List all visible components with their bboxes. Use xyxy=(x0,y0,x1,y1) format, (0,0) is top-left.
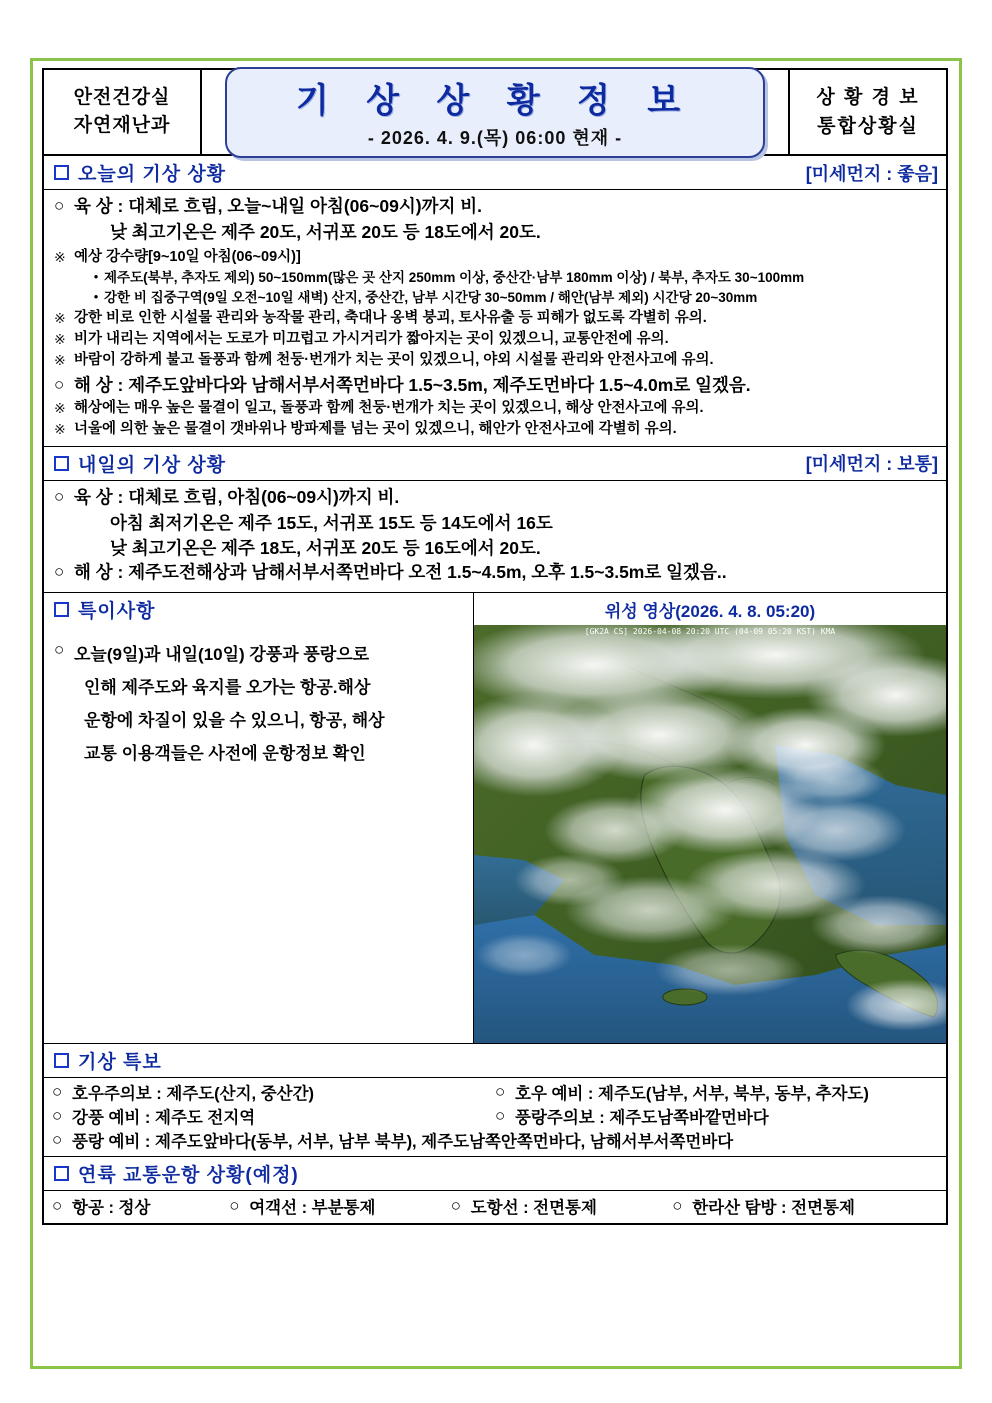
bullet-circle-icon: ○ xyxy=(52,1129,63,1149)
today-sea-note-1-row xyxy=(54,398,936,419)
bullet-circle-icon: ○ xyxy=(229,1195,240,1215)
checkbox-icon xyxy=(54,602,69,617)
alerts-row xyxy=(52,1128,938,1152)
today-rain-item-1-row xyxy=(54,268,936,288)
section-title-special: 특이사항 xyxy=(78,600,156,622)
section-body-tomorrow xyxy=(44,481,946,592)
satellite-column xyxy=(474,593,946,1043)
today-note-3: 바람이 강하게 불고 돌풍과 함께 천둥·번개가 치는 곳이 있겠으니, 야외 시설물 관리와 안전사고에 유의. xyxy=(74,351,714,368)
alerts-grid xyxy=(44,1078,946,1156)
document-header xyxy=(42,68,948,156)
title-badge xyxy=(225,67,764,158)
asterisk-icon: ※ xyxy=(54,330,66,347)
checkbox-icon xyxy=(54,1166,69,1181)
section-title-tomorrow: 내일의 기상 상황 xyxy=(78,454,227,476)
header-left-line2: 자연재난과 xyxy=(73,115,171,136)
checkbox-icon xyxy=(54,1053,69,1068)
alert-item xyxy=(52,1080,495,1104)
header-right-line2: 통합상황실 xyxy=(817,116,919,137)
special-line-1: 오늘(9일)과 내일(10일) 강풍과 풍랑으로 xyxy=(74,644,370,664)
asterisk-icon: ※ xyxy=(54,420,66,437)
today-sea-note-1: 해상에는 매우 높은 물결이 일고, 돌풍과 함께 천둥·번개가 치는 곳이 있겠으니, 해상 안전사고에 유의. xyxy=(74,399,704,416)
today-land-temp: 낮 최고기온은 제주 20도, 서귀포 20도 등 18도에서 20도. xyxy=(110,222,541,243)
tomorrow-sea-row xyxy=(54,560,936,585)
asterisk-icon: ※ xyxy=(54,351,66,368)
today-sea-row xyxy=(54,373,936,398)
section-header-special xyxy=(44,593,473,626)
bullet-circle-icon: ○ xyxy=(495,1105,506,1125)
traffic-label: 여객선 : 부분통제 xyxy=(249,1198,376,1217)
alert-item xyxy=(495,1080,938,1104)
bullet-circle-icon: ○ xyxy=(52,1195,63,1215)
checkbox-icon xyxy=(54,165,69,180)
bullet-circle-icon: ○ xyxy=(54,639,65,659)
special-line-3: 운항에 차질이 있을 수 있으니, 항공, 해상 xyxy=(84,711,385,730)
header-left-department xyxy=(44,70,202,154)
special-notes-column xyxy=(44,593,474,1043)
section-body-today xyxy=(44,190,946,446)
traffic-item xyxy=(451,1194,673,1218)
tomorrow-land-row xyxy=(54,485,936,510)
tomorrow-land-label: 육 상 : 대체로 흐림, 아침(06~09시)까지 비. xyxy=(74,486,400,507)
today-rain-item-2: 강한 비 집중구역(9일 오전~10일 새벽) 산지, 중산간, 남부 시간당 30~50mm / 해안(남부 제외) 시간당 20~30mm xyxy=(104,289,758,305)
today-note-3-row xyxy=(54,350,936,371)
page-subtitle: - 2026. 4. 9.(목) 06:00 현재 - xyxy=(367,127,623,148)
header-left-line1: 안전건강실 xyxy=(73,86,171,108)
section-title-traffic: 연륙 교통운항 상황(예정) xyxy=(78,1164,299,1186)
special-and-satellite xyxy=(44,592,946,1044)
today-rain-item-2-row xyxy=(54,288,936,308)
bullet-circle-icon: ○ xyxy=(54,374,65,394)
traffic-label: 한라산 탐방 : 전면통제 xyxy=(692,1198,855,1217)
today-land-row xyxy=(54,194,936,219)
traffic-label: 항공 : 정상 xyxy=(72,1198,151,1217)
tomorrow-land-min: 아침 최저기온은 제주 15도, 서귀포 15도 등 14도에서 16도 xyxy=(110,513,553,534)
tomorrow-sea-label: 해 상 : 제주도전해상과 남해서부서쪽먼바다 오전 1.5~4.5m, 오후 1.5~3.5m로 일겠음.. xyxy=(74,562,727,583)
section-header-today xyxy=(44,156,946,190)
today-sea-note-2: 너울에 의한 높은 물결이 갯바위나 방파제를 넘는 곳이 있겠으니, 해안가 안전사고에 각별히 유의. xyxy=(74,420,677,437)
satellite-graphic xyxy=(474,625,946,1043)
bullet-circle-icon: ○ xyxy=(52,1105,63,1125)
bullet-circle-icon: ○ xyxy=(450,1195,461,1215)
alert-item xyxy=(52,1128,938,1152)
section-body-special xyxy=(44,626,473,777)
document-body xyxy=(42,156,948,1225)
dot-icon: • xyxy=(93,269,99,285)
alert-label: 풍랑 예비 : 제주도앞바다(동부, 서부, 남부 북부), 제주도남쪽안쪽먼바다, 남해서부서쪽먼바다 xyxy=(72,1132,734,1151)
traffic-label: 도항선 : 전면통제 xyxy=(470,1198,597,1217)
traffic-item xyxy=(229,1194,451,1218)
bullet-circle-icon: ○ xyxy=(495,1081,506,1101)
today-note-1-row xyxy=(54,308,936,329)
header-right-office xyxy=(788,70,946,154)
page-title: 기 상 상 황 정 보 xyxy=(295,81,695,120)
header-right-line1: 상 황 경 보 xyxy=(816,86,920,108)
bullet-circle-icon: ○ xyxy=(54,196,65,215)
section-header-traffic xyxy=(44,1156,946,1191)
traffic-item xyxy=(52,1194,229,1218)
special-line-4: 교통 이용객들은 사전에 운항정보 확인 xyxy=(84,744,366,764)
section-header-alerts xyxy=(44,1044,946,1078)
status-badge-dust-tomorrow: [미세먼지 : 보통] xyxy=(805,454,938,475)
bullet-circle-icon: ○ xyxy=(54,486,65,506)
checkbox-icon xyxy=(54,456,69,471)
bullet-circle-icon: ○ xyxy=(54,562,65,582)
alert-label: 강풍 예비 : 제주도 전지역 xyxy=(72,1108,256,1127)
alerts-row xyxy=(52,1080,938,1104)
section-title-alerts: 기상 특보 xyxy=(78,1051,162,1073)
today-sea-label: 해 상 : 제주도앞바다와 남해서부서쪽먼바다 1.5~3.5m, 제주도먼바다 1.5~4.0m로 일겠음. xyxy=(74,374,751,395)
today-note-1: 강한 비로 인한 시설물 관리와 농작물 관리, 축대나 옹벽 붕괴, 토사유출 등 피해가 없도록 각별히 유의. xyxy=(74,309,707,326)
bullet-circle-icon: ○ xyxy=(52,1081,63,1101)
bullet-circle-icon: ○ xyxy=(672,1195,683,1215)
tomorrow-land-max: 낮 최고기온은 제주 18도, 서귀포 20도 등 16도에서 20도. xyxy=(110,538,541,559)
document-content xyxy=(42,68,948,1225)
today-note-2-row xyxy=(54,329,936,350)
asterisk-icon: ※ xyxy=(54,399,66,416)
status-badge-dust-today: [미세먼지 : 좋음] xyxy=(805,163,938,184)
today-rain-title: 예상 강수량[9~10일 아침(06~09시)] xyxy=(74,249,301,266)
section-title-today: 오늘의 기상 상황 xyxy=(78,164,227,185)
section-header-tomorrow xyxy=(44,446,946,481)
asterisk-icon: ※ xyxy=(54,249,66,266)
traffic-status-row xyxy=(44,1191,946,1223)
alert-label: 호우 예비 : 제주도(남부, 서부, 북부, 동부, 추자도) xyxy=(515,1084,869,1103)
header-title-area xyxy=(202,70,788,154)
today-note-2: 비가 내리는 지역에서는 도로가 미끄럽고 가시거리가 짧아지는 곳이 있겠으니, 교통안전에 유의. xyxy=(74,330,669,347)
dot-icon: • xyxy=(93,288,99,304)
satellite-timestamp: [GK2A CS] 2026-04-08 20:20 UTC (04-09 05:20 KST) KMA xyxy=(584,626,836,636)
asterisk-icon: ※ xyxy=(54,309,66,326)
traffic-item xyxy=(672,1194,938,1218)
today-sea-note-2-row xyxy=(54,419,936,440)
alert-label: 풍랑주의보 : 제주도남쪽바깥먼바다 xyxy=(515,1108,769,1127)
alert-label: 호우주의보 : 제주도(산지, 중산간) xyxy=(72,1084,315,1103)
today-rain-item-1: 제주도(북부, 추자도 제외) 50~150mm(많은 곳 산지 250mm 이상, 중산간·남부 180mm 이상) / 북부, 추자도 30~100mm xyxy=(104,270,805,286)
today-land-label: 육 상 : 대체로 흐림, 오늘~내일 아침(06~09시)까지 비. xyxy=(74,196,482,216)
satellite-image xyxy=(474,625,946,1043)
special-line-2: 인해 제주도와 육지를 오가는 항공.해상 xyxy=(84,677,371,697)
satellite-title: 위성 영상(2026. 4. 8. 05:20) xyxy=(604,601,816,621)
alert-item xyxy=(495,1104,938,1128)
alert-item xyxy=(52,1104,495,1128)
alerts-row xyxy=(52,1104,938,1128)
today-rain-title-row xyxy=(54,247,936,268)
special-line-1-row xyxy=(54,638,463,671)
